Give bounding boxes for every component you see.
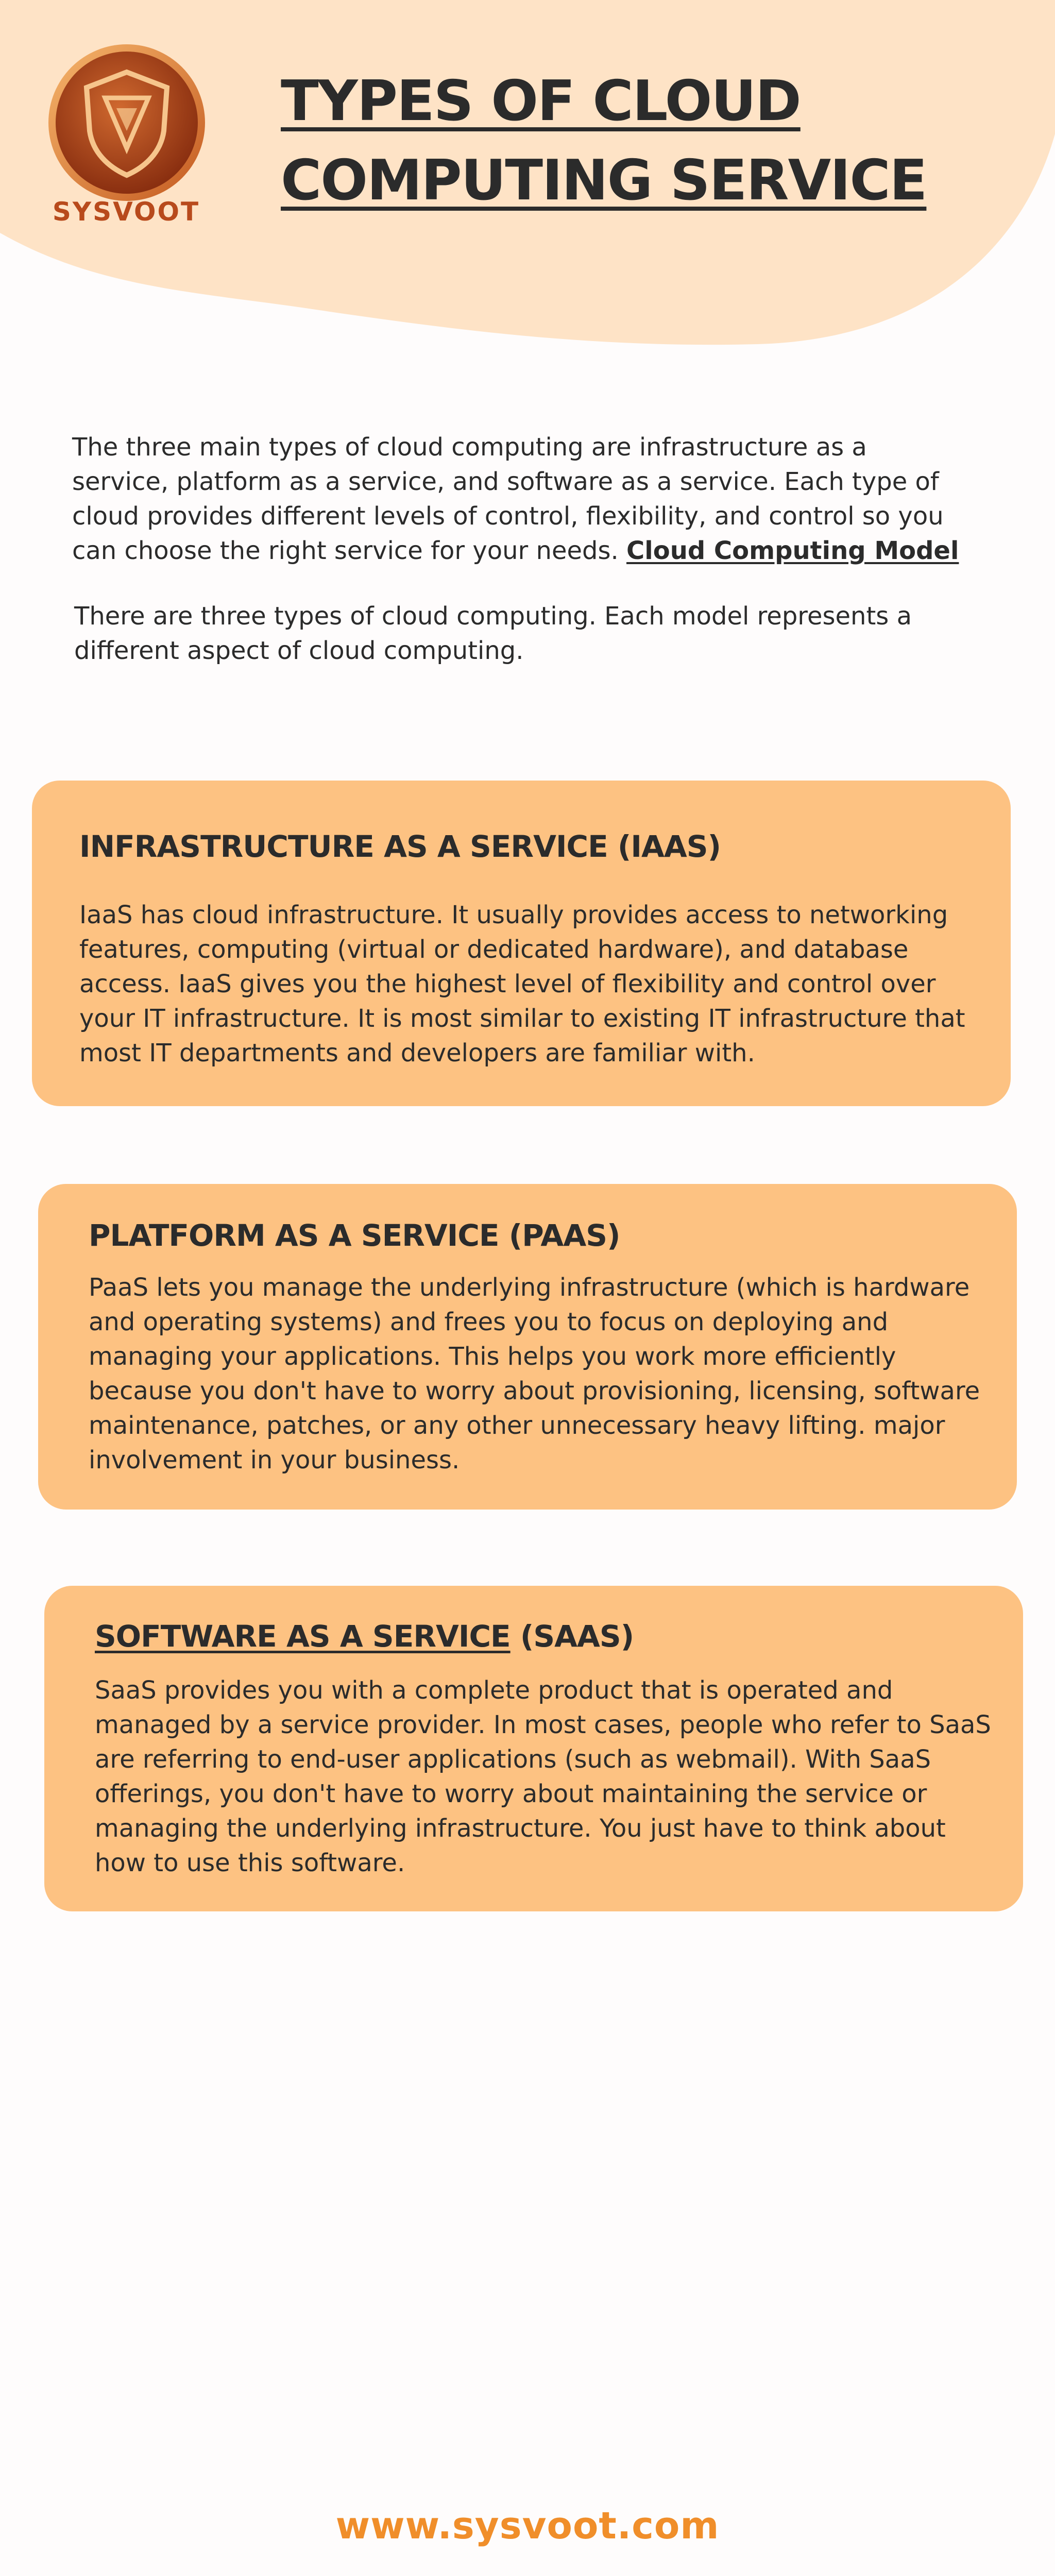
iaas-body: IaaS has cloud infrastructure. It usually provides access to networking features, computing (virtual or dedicated hardware), and database access. IaaS gives you the highest level of flexibility and control over your IT infrastructure. It is most similar to existing IT infrastructure that most IT departments and developers are familiar with.	[79, 901, 965, 1067]
paas-body: PaaS lets you manage the underlying infrastructure (which is hardware and operating systems) and frees you to focus on deploying and managing your applications. This helps you work more efficiently because you don't have to worry about provisioning, licensing, software maintenance, patches, or any other unnecessary heavy lifting. major involvement in your business.	[89, 1273, 980, 1475]
page-title: TYPES OF CLOUD COMPUTING SERVICE	[281, 69, 927, 213]
saas-body: SaaS provides you with a complete product that is operated and managed by a service provider. In most cases, people who refer to SaaS are referring to end-user applications (such as webmail). With SaaS offerings, you don't have to worry about maintaining the service or managing the underlying infrastructure. You just have to think about how to use this software.	[95, 1676, 991, 1877]
cloud-computing-model-link[interactable]: Cloud Computing Model	[626, 536, 959, 565]
paas-heading: PLATFORM AS A SERVICE (PAAS)	[89, 1218, 620, 1253]
intro-paragraph-text: The three main types of cloud computing are infrastructure as a service, platform as a service, and software as a service. Each type of cloud provides different levels of control, flexibility, and control so you can choose the right service for your needs.	[72, 433, 944, 565]
intro-paragraph-secondary: There are three types of cloud computing. Each model represents a different aspect of cloud computing.	[74, 602, 912, 665]
iaas-card	[32, 781, 1011, 1106]
saas-heading-link[interactable]: SOFTWARE AS A SERVICE	[95, 1619, 511, 1654]
intro-paragraph	[72, 430, 968, 568]
iaas-heading: INFRASTRUCTURE AS A SERVICE (IAAS)	[79, 829, 721, 864]
saas-heading	[95, 1617, 634, 1656]
paas-card	[38, 1184, 1017, 1510]
saas-heading-suffix: (SAAS)	[510, 1619, 634, 1654]
logo-wordmark: SYSVOOT	[52, 197, 200, 227]
website-url[interactable]: www.sysvoot.com	[335, 2504, 720, 2547]
saas-card	[44, 1586, 1023, 1911]
